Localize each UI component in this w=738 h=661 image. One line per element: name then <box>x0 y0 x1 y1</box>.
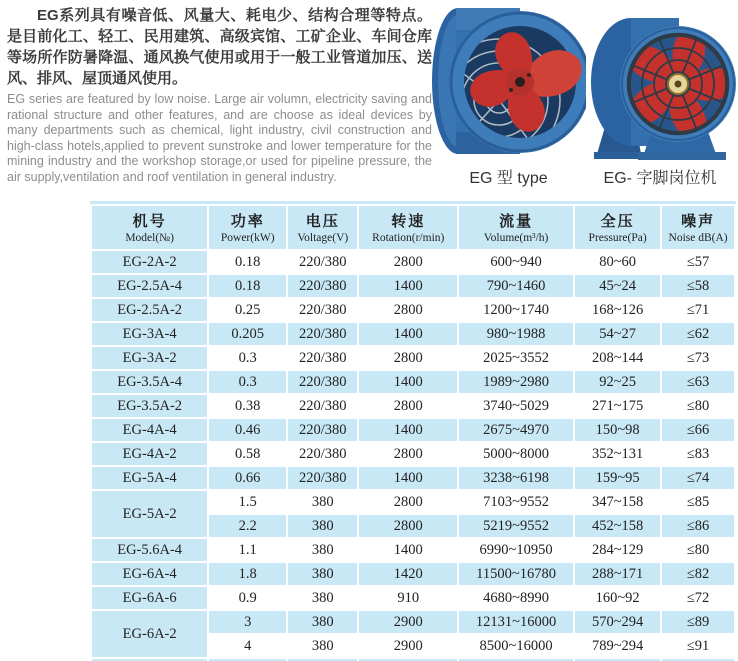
cell-noise: ≤91 <box>662 635 734 657</box>
cell-rotation: 1400 <box>359 539 457 561</box>
table-row <box>92 251 734 273</box>
cell-rotation: 910 <box>359 587 457 609</box>
header-en: Rotation(r/min) <box>372 232 445 244</box>
cell-rotation: 2800 <box>359 395 457 417</box>
cell-voltage: 380 <box>288 587 357 609</box>
caption-eg-type: EG 型 type <box>469 170 548 187</box>
cell-voltage: 220/380 <box>288 443 357 465</box>
cell-rotation: 2800 <box>359 443 457 465</box>
cell-noise: ≤83 <box>662 443 734 465</box>
table-row <box>92 491 734 513</box>
cell-pressure: 54~27 <box>575 323 660 345</box>
cell-model: EG-6A-6 <box>92 587 207 609</box>
cell-power: 0.3 <box>209 371 286 393</box>
cell-volume: 8500~16000 <box>459 635 573 657</box>
table-row <box>92 419 734 441</box>
cell-voltage: 220/380 <box>288 251 357 273</box>
cell-power: 0.18 <box>209 275 286 297</box>
cell-power: 4 <box>209 635 286 657</box>
cell-noise: ≤66 <box>662 419 734 441</box>
table-row <box>92 371 734 393</box>
cell-pressure: 80~60 <box>575 251 660 273</box>
header-zh: 转速 <box>391 214 426 230</box>
header-row <box>92 206 734 249</box>
cell-voltage: 380 <box>288 491 357 513</box>
cell-voltage: 220/380 <box>288 299 357 321</box>
header-en: Noise dB(A) <box>668 232 728 244</box>
caption-eg-stand: EG- 字脚岗位机 <box>603 170 717 187</box>
product-image-eg-type <box>431 4 586 164</box>
cell-noise: ≤80 <box>662 395 734 417</box>
cell-power: 2.2 <box>209 515 286 537</box>
cell-noise: ≤73 <box>662 347 734 369</box>
cell-volume: 980~1988 <box>459 323 573 345</box>
cell-power: 0.18 <box>209 251 286 273</box>
cell-power: 0.25 <box>209 299 286 321</box>
table-header <box>92 206 734 249</box>
cell-volume: 790~1460 <box>459 275 573 297</box>
cell-rotation: 1400 <box>359 371 457 393</box>
cell-voltage: 220/380 <box>288 467 357 489</box>
col-header-power <box>209 206 286 249</box>
cell-model: EG-6A-2 <box>92 611 207 657</box>
cell-rotation: 2900 <box>359 635 457 657</box>
cell-model: EG-2.5A-2 <box>92 299 207 321</box>
header-zh: 功率 <box>230 214 265 230</box>
cell-noise: ≤85 <box>662 491 734 513</box>
header-zh: 流量 <box>499 214 534 230</box>
cell-volume: 1200~1740 <box>459 299 573 321</box>
cell-voltage: 380 <box>288 563 357 585</box>
table-row <box>92 611 734 633</box>
intro-text-en: EG series are featured by low noise. Large air volumn, electricity saving and rational structure and other features, and are choose as ideal devices by many departments such as chemical, light industry, civil construction and high-class hotels,applied to prevent sunstroke and lower temperature for the mining industry and the workshop storage,or used for pipeline pressure, the air supply,ventilation and roof ventilation in general industry. <box>7 92 432 184</box>
cell-noise: ≤72 <box>662 587 734 609</box>
cell-rotation: 2800 <box>359 299 457 321</box>
cell-rotation: 1400 <box>359 323 457 345</box>
cell-rotation: 1400 <box>359 275 457 297</box>
cell-model: EG-5A-2 <box>92 491 207 537</box>
cell-volume: 3740~5029 <box>459 395 573 417</box>
cell-volume: 12131~16000 <box>459 611 573 633</box>
header-en: Pressure(Pa) <box>588 232 647 244</box>
col-header-model <box>92 206 207 249</box>
cell-model: EG-2A-2 <box>92 251 207 273</box>
cell-volume: 1989~2980 <box>459 371 573 393</box>
cell-volume: 2675~4970 <box>459 419 573 441</box>
cell-pressure: 45~24 <box>575 275 660 297</box>
cell-pressure: 789~294 <box>575 635 660 657</box>
cell-voltage: 380 <box>288 539 357 561</box>
cell-model: EG-5.6A-4 <box>92 539 207 561</box>
cell-rotation: 2800 <box>359 491 457 513</box>
table-row <box>92 443 734 465</box>
header-en: Voltage(V) <box>297 232 349 244</box>
cell-rotation: 1400 <box>359 467 457 489</box>
col-header-noise <box>662 206 734 249</box>
cell-voltage: 380 <box>288 635 357 657</box>
cell-voltage: 380 <box>288 611 357 633</box>
table-row <box>92 275 734 297</box>
cell-pressure: 347~158 <box>575 491 660 513</box>
cell-volume: 5000~8000 <box>459 443 573 465</box>
table-row <box>92 563 734 585</box>
table-row <box>92 467 734 489</box>
angled-axial-fan-icon <box>431 4 586 164</box>
cell-voltage: 220/380 <box>288 395 357 417</box>
cell-rotation: 1400 <box>359 419 457 441</box>
cell-power: 1.8 <box>209 563 286 585</box>
spec-table-wrap <box>90 201 736 661</box>
table-row <box>92 539 734 561</box>
cell-pressure: 92~25 <box>575 371 660 393</box>
cell-model: EG-3A-2 <box>92 347 207 369</box>
cell-pressure: 284~129 <box>575 539 660 561</box>
intro-section <box>7 5 432 186</box>
cell-volume: 7103~9552 <box>459 491 573 513</box>
cell-volume: 11500~16780 <box>459 563 573 585</box>
table-body <box>92 251 734 661</box>
cell-pressure: 271~175 <box>575 395 660 417</box>
cell-noise: ≤71 <box>662 299 734 321</box>
intro-text-zh: EG系列具有噪音低、风量大、耗电少、结构合理等特点。是目前化工、轻工、民用建筑、高级宾馆、工矿企业、车间仓库等场所作防暑降温、通风换气使用或用于一般工业管道加压、送风、排风、屋顶通风使用。 <box>7 7 432 87</box>
cell-model: EG-3A-4 <box>92 323 207 345</box>
cell-power: 1.5 <box>209 491 286 513</box>
table-row <box>92 587 734 609</box>
cell-model: EG-3.5A-4 <box>92 371 207 393</box>
cell-power: 0.46 <box>209 419 286 441</box>
cell-noise: ≤62 <box>662 323 734 345</box>
cell-noise: ≤82 <box>662 563 734 585</box>
header-zh: 噪声 <box>681 214 716 230</box>
cell-noise: ≤89 <box>662 611 734 633</box>
cell-rotation: 2800 <box>359 515 457 537</box>
col-header-pressure <box>575 206 660 249</box>
table-row <box>92 299 734 321</box>
table-row <box>92 347 734 369</box>
cell-noise: ≤58 <box>662 275 734 297</box>
product-image-eg-stand <box>589 14 737 166</box>
cell-pressure: 288~171 <box>575 563 660 585</box>
cell-noise: ≤63 <box>662 371 734 393</box>
cell-pressure: 150~98 <box>575 419 660 441</box>
cell-pressure: 352~131 <box>575 443 660 465</box>
header-en: Model(№) <box>125 232 174 244</box>
col-header-rotation <box>359 206 457 249</box>
header-zh: 电压 <box>305 214 340 230</box>
cell-rotation: 2800 <box>359 347 457 369</box>
cell-power: 1.1 <box>209 539 286 561</box>
cell-pressure: 452~158 <box>575 515 660 537</box>
cell-noise: ≤74 <box>662 467 734 489</box>
cell-volume: 2025~3552 <box>459 347 573 369</box>
cell-noise: ≤86 <box>662 515 734 537</box>
header-en: Power(kW) <box>220 232 275 244</box>
cell-power: 0.58 <box>209 443 286 465</box>
col-header-volume <box>459 206 573 249</box>
cell-rotation: 2800 <box>359 251 457 273</box>
cell-power: 0.205 <box>209 323 286 345</box>
cell-model: EG-3.5A-2 <box>92 395 207 417</box>
header-zh: 机号 <box>132 214 167 230</box>
cell-power: 3 <box>209 611 286 633</box>
cell-voltage: 220/380 <box>288 371 357 393</box>
cell-pressure: 159~95 <box>575 467 660 489</box>
cell-volume: 3238~6198 <box>459 467 573 489</box>
header-en: Volume(m³/h) <box>483 232 549 244</box>
cell-pressure: 160~92 <box>575 587 660 609</box>
cell-rotation: 1420 <box>359 563 457 585</box>
cell-volume: 600~940 <box>459 251 573 273</box>
stand-mounted-axial-fan-icon <box>589 14 737 166</box>
cell-pressure: 570~294 <box>575 611 660 633</box>
cell-noise: ≤57 <box>662 251 734 273</box>
cell-power: 0.3 <box>209 347 286 369</box>
cell-power: 0.9 <box>209 587 286 609</box>
cell-power: 0.66 <box>209 467 286 489</box>
cell-pressure: 168~126 <box>575 299 660 321</box>
cell-voltage: 220/380 <box>288 419 357 441</box>
cell-model: EG-5A-4 <box>92 467 207 489</box>
spec-table <box>90 204 736 661</box>
col-header-voltage <box>288 206 357 249</box>
table-row <box>92 395 734 417</box>
cell-model: EG-4A-2 <box>92 443 207 465</box>
cell-noise: ≤80 <box>662 539 734 561</box>
cell-volume: 5219~9552 <box>459 515 573 537</box>
header-zh: 全压 <box>600 214 635 230</box>
cell-voltage: 220/380 <box>288 323 357 345</box>
cell-model: EG-6A-4 <box>92 563 207 585</box>
cell-voltage: 380 <box>288 515 357 537</box>
cell-voltage: 220/380 <box>288 347 357 369</box>
cell-model: EG-2.5A-4 <box>92 275 207 297</box>
cell-model: EG-4A-4 <box>92 419 207 441</box>
cell-volume: 6990~10950 <box>459 539 573 561</box>
cell-power: 0.38 <box>209 395 286 417</box>
cell-rotation: 2900 <box>359 611 457 633</box>
cell-volume: 4680~8990 <box>459 587 573 609</box>
table-row <box>92 323 734 345</box>
cell-pressure: 208~144 <box>575 347 660 369</box>
cell-voltage: 220/380 <box>288 275 357 297</box>
